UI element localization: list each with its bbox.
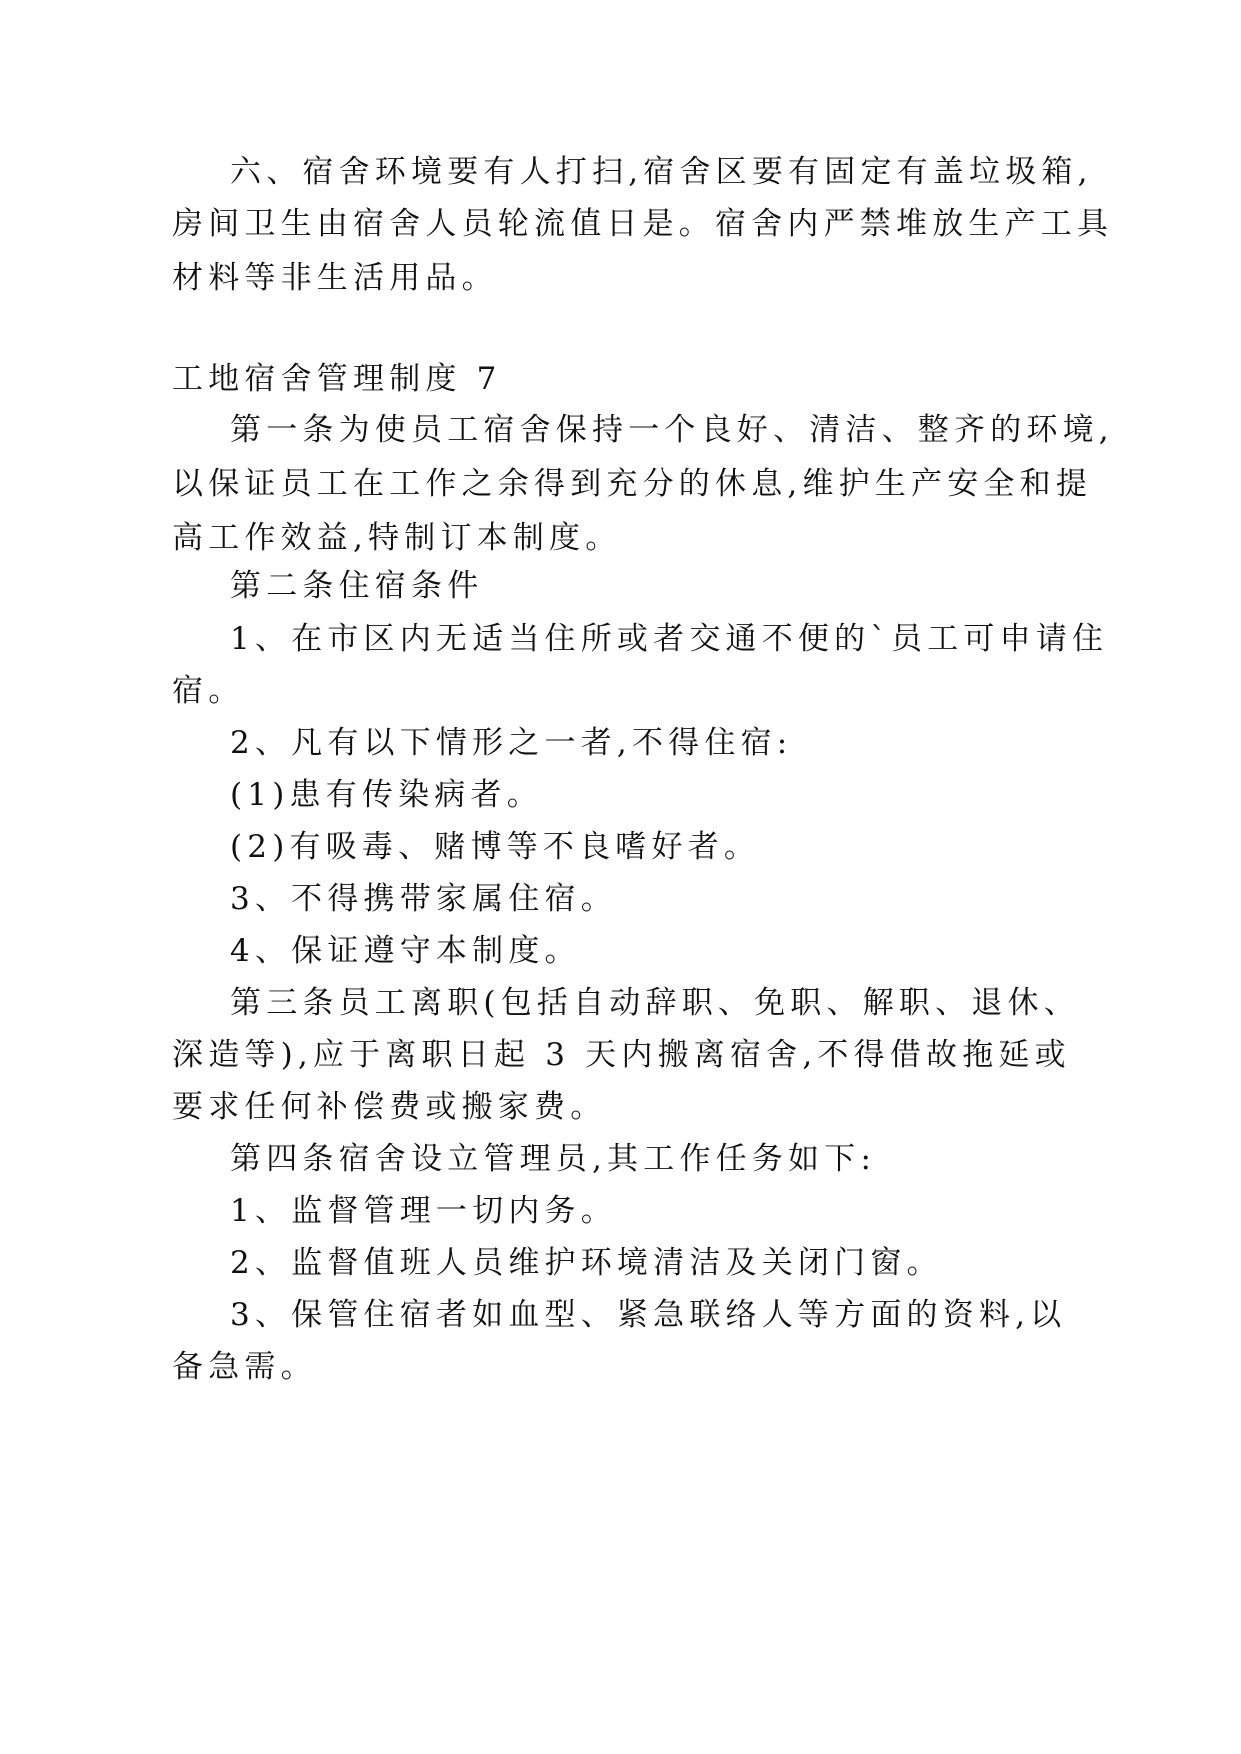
section-six-line-1: 六、宿舍环境要有人打扫,宿舍区要有固定有盖垃圾箱, — [230, 154, 1093, 190]
article-three-line-1: 第三条员工离职(包括自动辞职、免职、解职、退休、 — [230, 985, 1080, 1021]
section-six-line-2: 房间卫生由宿舍人员轮流值日是。宿舍内严禁堆放生产工具 — [172, 206, 1114, 242]
article-four-item-2: 2、监督值班人员维护环境清洁及关闭门窗。 — [230, 1245, 943, 1281]
article-four-item-1: 1、监督管理一切内务。 — [230, 1193, 617, 1229]
article-four-item-3-line-2: 备急需。 — [172, 1349, 317, 1385]
article-four-title: 第四条宿舍设立管理员,其工作任务如下: — [230, 1141, 877, 1177]
article-two-sub-item-1: (1)患有传染病者。 — [230, 777, 543, 813]
article-two-item-2: 2、凡有以下情形之一者,不得住宿: — [230, 725, 793, 761]
article-one-line-1: 第一条为使员工宿舍保持一个良好、清洁、整齐的环境, — [230, 412, 1114, 448]
article-one-line-2: 以保证员工在工作之余得到充分的休息,维护生产安全和提 — [172, 466, 1093, 502]
article-two-item-4: 4、保证遵守本制度。 — [230, 933, 581, 969]
article-one-line-3: 高工作效益,特制订本制度。 — [172, 520, 622, 556]
article-two-item-1-line-1: 1、在市区内无适当住所或者交通不便的`员工可申请住 — [230, 621, 1109, 657]
article-three-line-3: 要求任何补偿费或搬家费。 — [172, 1089, 607, 1125]
article-four-item-3-line-1: 3、保管住宿者如血型、紧急联络人等方面的资料,以 — [230, 1297, 1067, 1333]
article-three-line-2: 深造等),应于离职日起 3 天内搬离宿舍,不得借故拖延或 — [172, 1037, 1071, 1073]
article-two-sub-item-2: (2)有吸毒、赌博等不良嗜好者。 — [230, 829, 761, 865]
article-two-item-1-line-2: 宿。 — [172, 673, 245, 709]
section-six-line-3: 材料等非生活用品。 — [172, 260, 498, 296]
document-heading: 工地宿舍管理制度 7 — [172, 361, 502, 397]
article-two-title: 第二条住宿条件 — [230, 568, 484, 604]
article-two-item-3: 3、不得携带家属住宿。 — [230, 881, 617, 917]
